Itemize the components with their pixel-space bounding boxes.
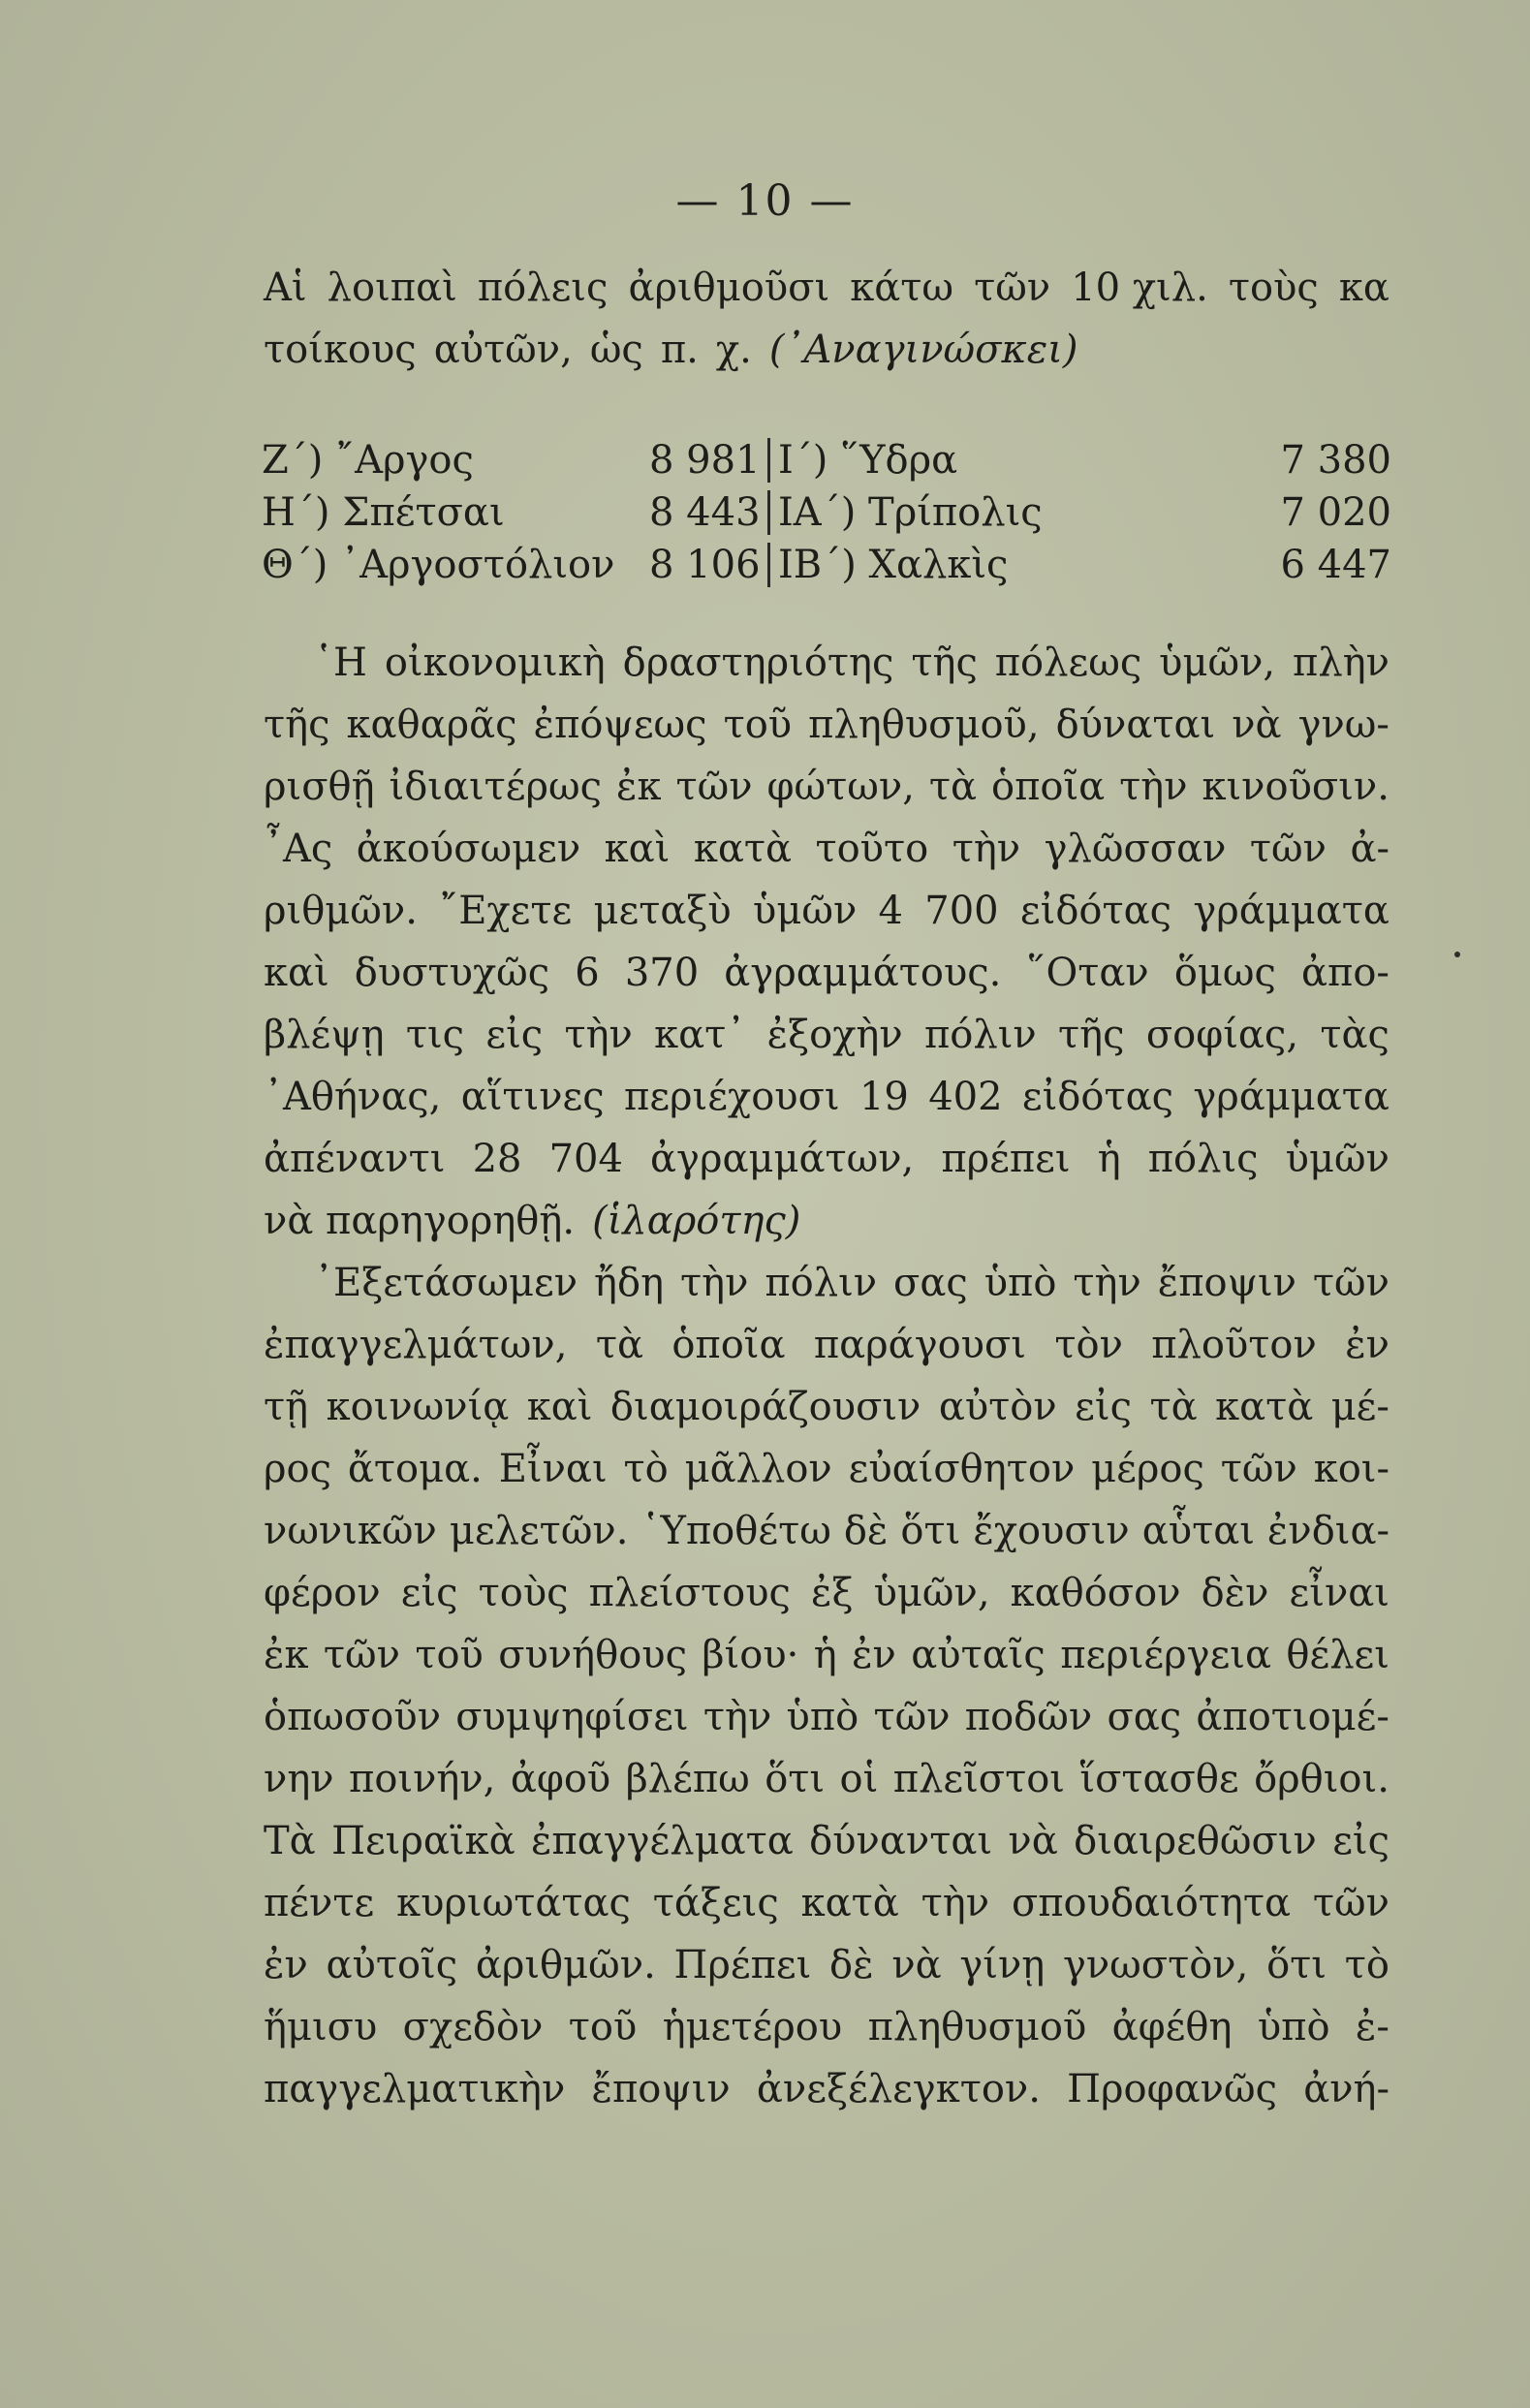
word: περιέχουσι <box>624 1075 840 1119</box>
word: καὶ <box>526 1385 593 1429</box>
text-line <box>264 1128 1389 1190</box>
word: τὴν <box>1119 765 1188 809</box>
word: σπουδαιότητα <box>1011 1881 1292 1925</box>
table-row <box>262 539 1391 591</box>
text-line <box>264 1252 1389 1314</box>
word: ὑμῶν <box>1285 1137 1389 1181</box>
text-line <box>264 1686 1389 1748</box>
word: ὑπὸ <box>1257 2005 1330 2049</box>
word: κατὰ <box>1215 1385 1314 1429</box>
word: καθόσον <box>1010 1571 1181 1615</box>
word: τῶν <box>1312 1261 1389 1305</box>
word: ὑπὸ <box>984 1261 1057 1305</box>
word: διαμοιράζουσιν <box>609 1385 921 1429</box>
intro-line-2 <box>264 319 1389 381</box>
word: πέντε <box>264 1881 375 1925</box>
word: εἰς <box>485 1013 544 1057</box>
word: παράγουσι <box>813 1323 1026 1367</box>
word: γλῶσσαν <box>1044 827 1227 871</box>
word: ὅτι <box>765 1757 826 1801</box>
word: αὐτῶν, <box>433 328 573 372</box>
word: τὰς <box>1320 1013 1389 1057</box>
word: νωνικῶν <box>264 1509 437 1553</box>
word: θέλει <box>1286 1633 1389 1677</box>
text-line-final <box>264 1190 1389 1252</box>
word: ἐν <box>852 1633 896 1677</box>
text-line <box>264 2058 1389 2120</box>
text-line <box>264 1562 1389 1624</box>
word: δύναται <box>1055 703 1216 747</box>
word: σχεδὸν <box>402 2005 544 2049</box>
town-name: Ζ΄) ῎Αργος <box>262 438 474 483</box>
word: ἀριθμῶν. <box>475 1943 656 1987</box>
word: ἀφέθη <box>1111 2005 1233 2049</box>
word: ᾿Αθήνας, <box>264 1075 442 1119</box>
word: πλοῦτον <box>1151 1323 1317 1367</box>
word: δὲν <box>1201 1571 1269 1615</box>
text-line <box>264 880 1389 942</box>
word: κατὰ <box>693 827 792 871</box>
text-line <box>264 1376 1389 1438</box>
word: τις <box>405 1013 465 1057</box>
word: τὴν <box>1073 1261 1141 1305</box>
word: εἰς <box>400 1571 458 1615</box>
word: τοὺς <box>478 1571 569 1615</box>
word: αὐτὸν <box>938 1385 1057 1429</box>
word: ὑπὸ <box>786 1695 859 1739</box>
town-name: Θ΄) ᾿Αργοστόλιον <box>262 543 615 587</box>
word: ἐκ <box>616 765 662 809</box>
word: ἀ- <box>1350 827 1389 871</box>
word: Πρέπει <box>673 1943 812 1987</box>
word: ἡ <box>1097 1137 1121 1181</box>
word: Προφανῶς <box>1067 2067 1277 2111</box>
word: κινοῦσιν. <box>1202 765 1389 809</box>
word: πληθυσμοῦ, <box>808 703 1040 747</box>
town-name: ΙΑ΄) Τρίπολις <box>778 490 1043 535</box>
word: μέρος <box>1091 1447 1204 1491</box>
word: τῆς <box>1058 1013 1125 1057</box>
town-count: 8 443 <box>649 490 761 535</box>
ink-speck <box>1454 952 1460 957</box>
word: ποινήν, <box>349 1757 496 1801</box>
word: 6 <box>575 951 600 995</box>
word: ρος <box>264 1447 331 1491</box>
word: εἰς <box>1075 1385 1132 1429</box>
town-population-table <box>262 434 1391 591</box>
word: ἐπαγγέλματα <box>530 1819 794 1863</box>
word: Πειραϊκὰ <box>331 1819 515 1863</box>
word: καθαρᾶς <box>346 703 517 747</box>
word: 4 <box>878 889 903 933</box>
word: ἥμισυ <box>264 2005 378 2049</box>
word: ἐπόψεως <box>533 703 707 747</box>
word: αὗται <box>1141 1509 1255 1553</box>
word: ὁποῖα <box>990 765 1106 809</box>
word: κοι- <box>1313 1447 1389 1491</box>
word: ὅμως <box>1173 951 1276 995</box>
word: τῶν <box>1312 1881 1389 1925</box>
word: κατ᾿ <box>654 1013 746 1057</box>
word: αὐτοῖς <box>326 1943 458 1987</box>
word: ἐ- <box>1355 2005 1389 2049</box>
word: ποδῶν <box>964 1695 1093 1739</box>
word: ἡμετέρου <box>662 2005 843 2049</box>
word: εἶναι <box>1289 1571 1389 1615</box>
intro-line-1 <box>264 257 1389 319</box>
word: ὑμῶν, <box>873 1571 990 1615</box>
word: ἐξοχὴν <box>766 1013 903 1057</box>
text-line <box>264 1004 1389 1066</box>
word: ὁπωσοῦν <box>264 1695 442 1739</box>
word: ῞Οταν <box>1026 951 1149 995</box>
word: βλέψῃ <box>264 1013 385 1057</box>
word: καὶ <box>604 827 671 871</box>
paragraph-economic-activity <box>264 632 1389 1252</box>
word: μεταξὺ <box>593 889 732 933</box>
word: ὑμῶν, <box>1159 641 1276 685</box>
word: ῎Εχετε <box>439 889 573 933</box>
text-line <box>264 1748 1389 1810</box>
word: 10 χιλ. <box>1071 266 1208 310</box>
word: ὅτι <box>1266 1943 1327 1987</box>
text-fragment: νὰ παρηγορηθῇ. <box>264 1199 576 1243</box>
word: συμψηφίσει <box>455 1695 689 1739</box>
word: ἄτομα. <box>347 1447 483 1491</box>
word: πόλιν <box>924 1013 1037 1057</box>
word: εἰς <box>1332 1819 1389 1863</box>
word: νην <box>264 1757 334 1801</box>
word: ἤδη <box>594 1261 665 1305</box>
word: νὰ <box>1232 703 1282 747</box>
word: ἐν <box>1345 1323 1389 1367</box>
word: π. <box>660 328 699 372</box>
word: νὰ <box>891 1943 942 1987</box>
town-count: 6 447 <box>1280 543 1391 587</box>
word: πόλιν <box>765 1261 878 1305</box>
word: σας <box>1107 1695 1182 1739</box>
word: τὴν <box>703 1695 772 1739</box>
word: γνω- <box>1297 703 1389 747</box>
word: Εἶναι <box>498 1447 608 1491</box>
word: κυριωτάτας <box>396 1881 631 1925</box>
word: γράμματα <box>1193 889 1389 933</box>
word: τοῦ <box>568 2005 638 2049</box>
word: τὰ <box>595 1323 643 1367</box>
word: παγγελματικὴν <box>264 2067 566 2111</box>
word: τὸν <box>1054 1323 1123 1367</box>
paragraph-professions <box>264 1252 1389 2120</box>
word: εἰδότας <box>1019 889 1172 933</box>
word: ἔποψιν <box>591 2067 731 2111</box>
word: ἀποτιομέ- <box>1196 1695 1389 1739</box>
text-line <box>264 818 1389 880</box>
word: ῾Η <box>314 641 367 685</box>
word: λοιπαὶ <box>327 266 457 310</box>
word: καὶ <box>264 951 329 995</box>
word: ὄρθιοι. <box>1254 1757 1389 1801</box>
word: ῏Ας <box>264 827 333 871</box>
word: σοφίας, <box>1145 1013 1299 1057</box>
word: ἡ <box>813 1633 837 1677</box>
word: ὡς <box>589 328 643 372</box>
word: ἀγραμμάτους. <box>724 951 1002 995</box>
word: αἵτινες <box>460 1075 605 1119</box>
word: ῾Υποθέτω <box>640 1509 831 1553</box>
word: τάξεις <box>652 1881 779 1925</box>
word: σας <box>893 1261 968 1305</box>
word: Τὰ <box>264 1819 316 1863</box>
town-count: 7 020 <box>1280 490 1391 535</box>
text-line <box>264 1810 1389 1872</box>
word: ρισθῇ <box>264 765 375 809</box>
word: 700 <box>924 889 999 933</box>
word: εὐαίσθητον <box>848 1447 1076 1491</box>
word: ἀφοῦ <box>510 1757 611 1801</box>
town-count: 8 981 <box>649 438 761 483</box>
word: τῶν <box>323 1633 400 1677</box>
word: τῶν <box>873 1695 951 1739</box>
word: ἀνή- <box>1303 2067 1389 2111</box>
word: τὴν <box>679 1261 749 1305</box>
word: ἐνδια- <box>1266 1509 1389 1553</box>
word: κα <box>1338 266 1389 310</box>
text-line <box>264 1934 1389 1996</box>
word: 28 <box>472 1137 522 1181</box>
town-count: 8 106 <box>649 543 761 587</box>
word: ἀπο- <box>1301 951 1389 995</box>
word: τὴν <box>952 827 1021 871</box>
word: τὸ <box>623 1447 669 1491</box>
word: τοῦ <box>723 703 793 747</box>
word: νὰ <box>1008 1819 1058 1863</box>
word: μέ- <box>1330 1385 1389 1429</box>
word: πρέπει <box>941 1137 1071 1181</box>
word: 19 <box>859 1075 909 1119</box>
word: ἵστασθε <box>1079 1757 1239 1801</box>
word: τοῦτο <box>815 827 929 871</box>
word: φέρον <box>264 1571 381 1615</box>
word: διαιρεθῶσιν <box>1074 1819 1317 1863</box>
word: ἀκούσωμεν <box>356 827 581 871</box>
page-number: — 10 — <box>675 176 855 226</box>
word: γράμματα <box>1193 1075 1389 1119</box>
word: ἰδιαιτέρως <box>389 765 603 809</box>
word: τῶν <box>1249 827 1327 871</box>
text-line <box>264 632 1389 694</box>
word: οἰκονομικὴ <box>384 641 606 685</box>
word: πλὴν <box>1293 641 1389 685</box>
word: ᾿Εξετάσωμεν <box>314 1261 578 1305</box>
text-line <box>264 694 1389 756</box>
word: 370 <box>624 951 700 995</box>
word: Αἱ <box>264 266 307 310</box>
text-line <box>264 756 1389 818</box>
text-line <box>264 1500 1389 1562</box>
word: δύνανται <box>809 1819 993 1863</box>
word: ἀγραμμάτων, <box>650 1137 915 1181</box>
word: γνωστὸν, <box>1062 1943 1249 1987</box>
word: ἐν <box>264 1943 308 1987</box>
word: κοινωνίᾳ <box>326 1385 510 1429</box>
word: 402 <box>928 1075 1003 1119</box>
word: πλείστους <box>588 1571 791 1615</box>
word: ὁποῖα <box>671 1323 786 1367</box>
word: τὴν <box>564 1013 633 1057</box>
text-line <box>264 1624 1389 1686</box>
word: τῆς <box>264 703 330 747</box>
word: πλεῖστοι <box>892 1757 1065 1801</box>
town-name: Ι΄) ῞Υδρα <box>778 438 958 483</box>
word: τὰ <box>1149 1385 1198 1429</box>
town-count: 7 380 <box>1280 438 1391 483</box>
word: ριθμῶν. <box>264 889 418 933</box>
word: πόλεως <box>994 641 1142 685</box>
word: βίου· <box>702 1633 799 1677</box>
word: ἐξ <box>811 1571 854 1615</box>
word: κάτω <box>850 266 953 310</box>
word: ἐκ <box>264 1633 309 1677</box>
intro-text <box>264 257 1389 381</box>
text-line <box>264 942 1389 1004</box>
text-line <box>264 1996 1389 2058</box>
word: τῇ <box>264 1385 309 1429</box>
word: κατὰ <box>800 1881 899 1925</box>
stage-direction: (᾿Αναγινώσκει) <box>768 328 1078 372</box>
word: πληθυσμοῦ <box>867 2005 1087 2049</box>
text-line <box>264 1872 1389 1934</box>
word: εἰδότας <box>1021 1075 1174 1119</box>
word: μᾶλλον <box>684 1447 832 1491</box>
word: πόλεις <box>477 266 609 310</box>
word: ἀριθμοῦσι <box>628 266 830 310</box>
word: βλέπω <box>625 1757 750 1801</box>
word: ὅτι <box>900 1509 961 1553</box>
word: ἔχουσιν <box>973 1509 1130 1553</box>
word: τῶν <box>1220 1447 1297 1491</box>
word: τὸ <box>1344 1943 1389 1987</box>
word: ἔποψιν <box>1157 1261 1296 1305</box>
word: τὰ <box>928 765 978 809</box>
word: δραστηριότης <box>622 641 894 685</box>
word: 704 <box>548 1137 623 1181</box>
word: τῆς <box>911 641 978 685</box>
town-name: Η΄) Σπέτσαι <box>262 490 505 535</box>
word: συνήθους <box>498 1633 688 1677</box>
word: δὲ <box>829 1943 874 1987</box>
text-line <box>264 1438 1389 1500</box>
word: τῶν <box>974 266 1051 310</box>
word: τοίκους <box>264 328 417 372</box>
town-name: ΙΒ΄) Χαλκὶς <box>778 543 1009 587</box>
word: ὑμῶν <box>753 889 858 933</box>
word: ἐπαγγελμάτων, <box>264 1323 568 1367</box>
word: τὴν <box>921 1881 990 1925</box>
stage-direction: (ἱλαρότης) <box>592 1199 801 1243</box>
text-line <box>264 1314 1389 1376</box>
word: μελετῶν. <box>449 1509 629 1553</box>
word: ἀνεξέλεγκτον. <box>756 2067 1041 2111</box>
word: δυστυχῶς <box>354 951 550 995</box>
word: γίνῃ <box>959 1943 1046 1987</box>
word: δὲ <box>843 1509 889 1553</box>
word: οἱ <box>839 1757 879 1801</box>
word: αὐταῖς <box>911 1633 1046 1677</box>
text-line <box>264 1066 1389 1128</box>
word: περιέργεια <box>1060 1633 1271 1677</box>
word: πόλις <box>1147 1137 1259 1181</box>
word: τοὺς <box>1228 266 1319 310</box>
word: φώτων, <box>766 765 915 809</box>
word: ἀπέναντι <box>264 1137 446 1181</box>
word: τῶν <box>675 765 753 809</box>
word: χ. <box>715 328 752 372</box>
table-row <box>262 486 1391 539</box>
word: τοῦ <box>415 1633 484 1677</box>
table-row <box>262 434 1391 486</box>
